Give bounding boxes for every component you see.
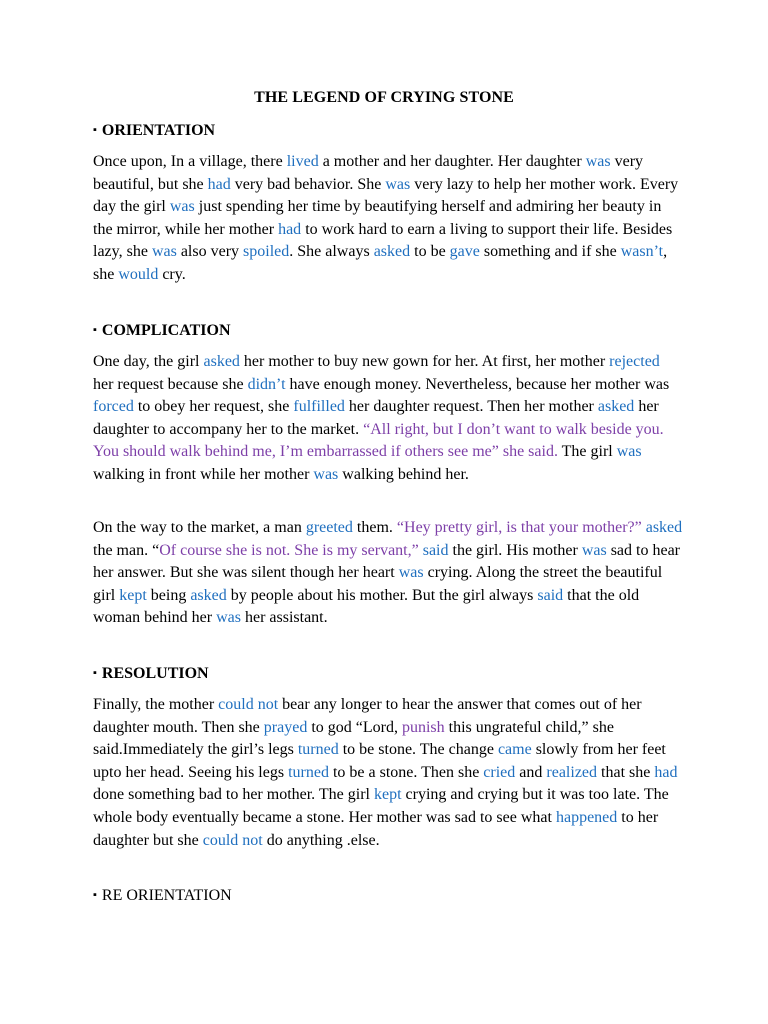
verb-highlight: happened	[555, 808, 618, 826]
verb-highlight: was	[585, 153, 611, 170]
bullet-icon: ▪	[93, 324, 97, 336]
text-run: and	[515, 763, 547, 781]
verb-highlight: was	[581, 541, 607, 559]
section-heading-reorientation	[93, 885, 232, 906]
text-run: bear any longer to hear the answer that comes out of her daughter mouth. Then she	[93, 696, 642, 736]
text-run: just spending her time by beautifying herself and admiring her beauty in the mirror, while her mother	[93, 198, 662, 238]
text-run: the girl. His mother	[448, 541, 582, 559]
verb-highlight: had	[207, 175, 231, 193]
text-run: crying and crying but it was too late. The whole body eventually became a stone. Her mother was sad to see what	[93, 786, 669, 826]
verb-highlight: realized	[546, 763, 598, 781]
heading-text: RE ORIENTATION	[101, 887, 232, 904]
text-run: her daughter request. Then her mother	[344, 398, 598, 416]
text-run: that the old woman behind her	[93, 586, 640, 627]
verb-highlight: kept	[373, 786, 402, 804]
text-run: a mother and her daughter. Her daughter	[318, 153, 586, 170]
quote-highlight: Of course she is not. She is my servant,”	[159, 541, 419, 559]
text-run: that she	[597, 763, 655, 781]
verb-highlight: gave	[449, 243, 480, 261]
text-run: her mother to buy new gown for her. At first, her mother	[239, 353, 610, 370]
bullet-icon: ▪	[93, 667, 97, 679]
text-run: have enough money. Nevertheless, because her mother was	[285, 375, 670, 393]
text-run: to be stone. The change	[338, 741, 498, 759]
text-run: to be	[410, 243, 450, 261]
verb-highlight: was	[616, 443, 642, 461]
verb-highlight: was	[216, 609, 241, 627]
text-run: also very	[176, 243, 244, 261]
heading-text: COMPLICATION	[101, 322, 231, 339]
text-run: One day, the girl	[93, 353, 204, 370]
verb-highlight: came	[497, 741, 532, 759]
text-run: to work hard to earn a living to support their life. Besides lazy, she	[93, 220, 673, 261]
text-run: being	[146, 586, 191, 604]
text-run: this ungrateful child,” she said.Immediately the girl’s legs	[93, 718, 614, 759]
text-run: walking behind her.	[338, 465, 469, 483]
paragraph-orientation-1	[93, 151, 683, 287]
verb-highlight: could not	[218, 696, 279, 713]
verb-highlight: asked	[203, 353, 240, 370]
verb-highlight: prayed	[263, 718, 308, 736]
heading-text: RESOLUTION	[101, 665, 209, 682]
verb-highlight: lived	[286, 153, 319, 170]
verb-highlight: had	[278, 220, 302, 238]
verb-highlight: said	[537, 586, 564, 604]
text-run: crying. Along the street the beautiful girl	[93, 564, 663, 604]
text-run: the man. “	[93, 541, 160, 559]
verb-highlight: asked	[373, 243, 411, 261]
text-run: do anything .else.	[262, 831, 380, 849]
text-run: . She always	[289, 243, 374, 261]
paragraph-complication-1	[93, 351, 683, 487]
text-run: done something bad to her mother. The girl	[93, 786, 374, 804]
quote-highlight: “All right, but I don’t want to walk beside you. You should walk behind me, I’m embarrassed if others see me” she said.	[93, 420, 664, 461]
document-title: THE LEGEND OF CRYING STONE	[254, 89, 514, 106]
text-run: very bad behavior. She	[230, 175, 386, 193]
text-run: Finally, the mother	[93, 696, 219, 713]
text-run: something and if she	[479, 243, 621, 261]
verb-highlight: turned	[297, 741, 339, 759]
paragraph-complication-2	[93, 517, 683, 630]
text-run: to god “Lord,	[307, 718, 402, 736]
section-heading-resolution	[93, 663, 209, 684]
text-run: sad to hear her answer. But she was silent though her heart	[93, 541, 681, 582]
quote-highlight: punish	[401, 718, 445, 736]
text-run: by people about his mother. But the girl always	[226, 586, 538, 604]
verb-highlight: wasn’t	[620, 243, 664, 261]
section-heading-orientation	[93, 120, 215, 141]
verb-highlight: spoiled	[243, 243, 290, 261]
text-run: slowly from her feet upto her head. Seeing his legs	[93, 741, 666, 781]
verb-highlight: asked	[645, 519, 683, 536]
verb-highlight: was	[151, 243, 177, 261]
text-run: The girl	[557, 443, 617, 461]
text-run: walking in front while her mother	[93, 465, 314, 483]
text-run: to her daughter but she	[93, 808, 659, 849]
verb-highlight: said	[422, 541, 449, 559]
verb-highlight: asked	[190, 586, 227, 604]
text-run: them.	[352, 519, 397, 536]
text-run: very lazy to help her mother work. Every day the girl	[93, 175, 679, 216]
verb-highlight: was	[313, 465, 339, 483]
heading-text: ORIENTATION	[101, 122, 216, 139]
text-run: to obey her request, she	[133, 398, 294, 416]
verb-highlight: fulfilled	[293, 398, 345, 416]
text-run: her assistant.	[240, 609, 328, 627]
verb-highlight: had	[654, 763, 678, 781]
verb-highlight: was	[398, 564, 424, 582]
paragraph-resolution-1	[93, 694, 683, 852]
section-heading-complication	[93, 320, 231, 341]
verb-highlight: turned	[288, 763, 329, 781]
text-run: very beautiful, but she	[93, 153, 644, 193]
bullet-icon: ▪	[93, 124, 97, 136]
verb-highlight: was	[169, 198, 195, 216]
verb-highlight: was	[385, 175, 411, 193]
verb-highlight: didn’t	[247, 375, 286, 393]
text-run: , she	[93, 243, 668, 283]
text-run: her daughter to accompany her to the market.	[93, 398, 659, 438]
verb-highlight: could not	[202, 831, 263, 849]
text-run: her request because she	[93, 375, 248, 393]
verb-highlight: greeted	[305, 519, 353, 536]
verb-highlight: cried	[483, 763, 516, 781]
text-run: to be a stone. Then she	[328, 763, 484, 781]
text-run: Once upon, In a village, there	[93, 153, 287, 170]
text-run: cry.	[158, 265, 186, 283]
bullet-icon: ▪	[93, 889, 97, 901]
verb-highlight: rejected	[609, 353, 660, 370]
text-run: On the way to the market, a man	[93, 519, 306, 536]
verb-highlight: asked	[597, 398, 635, 416]
verb-highlight: forced	[93, 398, 134, 416]
verb-highlight: kept	[119, 586, 147, 604]
quote-highlight: “Hey pretty girl, is that your mother?”	[396, 519, 642, 536]
verb-highlight: would	[118, 265, 159, 283]
